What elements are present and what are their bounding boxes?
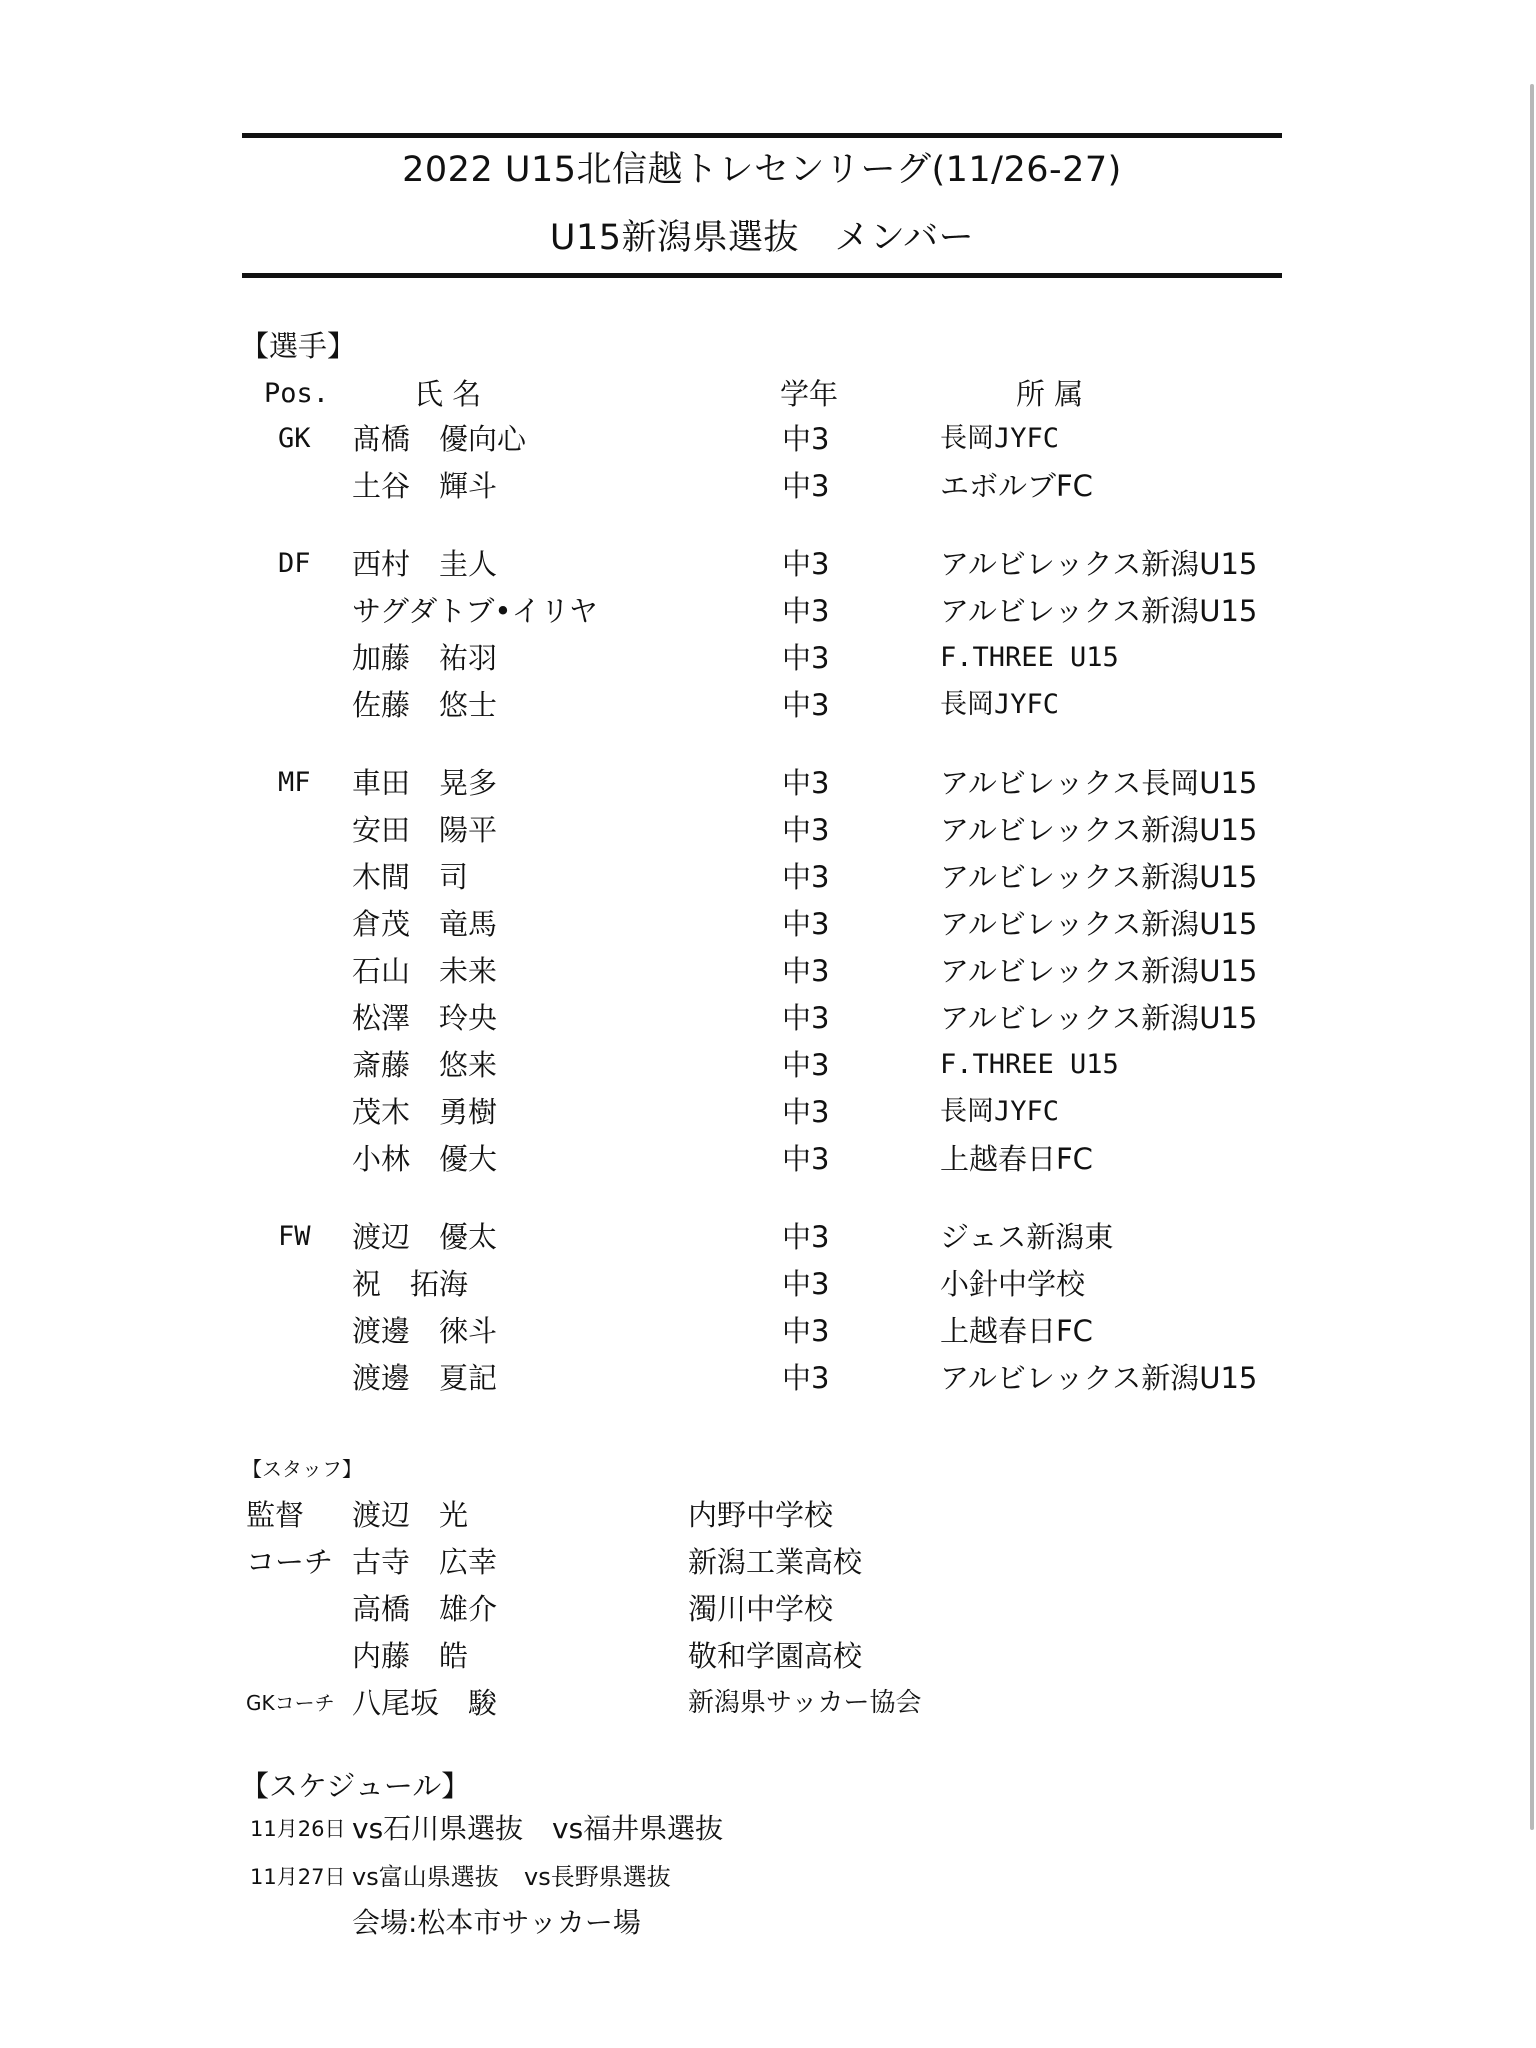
- staff-org: 濁川中学校: [688, 1592, 834, 1626]
- staff-name: 古寺 広幸: [352, 1545, 498, 1579]
- staff-org: 新潟県サッカー協会: [688, 1688, 922, 1718]
- scrollbar[interactable]: [1530, 84, 1534, 1830]
- player-pos: DF: [278, 548, 311, 579]
- schedule-date: 11月26日: [250, 1817, 346, 1841]
- schedule-date: 11月27日: [250, 1865, 346, 1889]
- player-name: 石山 未来: [352, 954, 498, 988]
- player-name: 佐藤 悠士: [352, 688, 498, 722]
- player-club: アルビレックス新潟U15: [940, 547, 1258, 581]
- staff-name: 内藤 皓: [352, 1639, 469, 1673]
- player-name: 土谷 輝斗: [352, 469, 498, 503]
- player-name: 倉茂 竜馬: [352, 907, 498, 941]
- player-row: [0, 904, 1536, 944]
- player-row: [0, 951, 1536, 991]
- player-club: 上越春日FC: [940, 1142, 1093, 1176]
- staff-role: 監督: [246, 1498, 305, 1532]
- player-row: [0, 1217, 1536, 1257]
- player-grade: 中3: [782, 688, 830, 722]
- player-grade: 中3: [782, 766, 830, 800]
- document-title: 2022 U15北信越トレセンリーグ(11/26-27): [402, 150, 1122, 190]
- player-club: アルビレックス長岡U15: [940, 766, 1258, 800]
- staff-role: GKコーチ: [246, 1691, 335, 1715]
- schedule-venue: 会場:松本市サッカー場: [352, 1906, 641, 1939]
- player-grade: 中3: [782, 547, 830, 581]
- player-pos: GK: [278, 423, 311, 454]
- staff-org: 新潟工業高校: [688, 1545, 863, 1579]
- player-grade: 中3: [782, 1048, 830, 1082]
- schedule-venue-row: [0, 1903, 1536, 1943]
- player-grade: 中3: [782, 469, 830, 503]
- schedule-match: vs富山県選抜: [352, 1863, 499, 1891]
- player-club: アルビレックス新潟U15: [940, 954, 1258, 988]
- player-name: サグダトブ•イリヤ: [352, 594, 598, 628]
- player-pos: MF: [278, 767, 311, 798]
- schedule-match: vs石川県選抜: [352, 1812, 524, 1845]
- staff-name: 高橋 雄介: [352, 1592, 498, 1626]
- column-header-name: 氏 名: [414, 377, 482, 411]
- schedule-row: [0, 1857, 1536, 1897]
- player-name: 渡邊 徠斗: [352, 1314, 498, 1348]
- staff-name: 八尾坂 駿: [352, 1686, 498, 1720]
- player-grade: 中3: [782, 1314, 830, 1348]
- player-name: 松澤 玲央: [352, 1001, 498, 1035]
- document-subtitle: U15新潟県選抜 メンバー: [549, 218, 975, 258]
- player-row: [0, 763, 1536, 803]
- player-club: 長岡JYFC: [940, 1096, 1060, 1127]
- player-row: [0, 466, 1536, 506]
- player-grade: 中3: [782, 422, 830, 456]
- header-bottom-rule: [242, 273, 1282, 278]
- player-club: 長岡JYFC: [940, 689, 1060, 720]
- player-club: F.THREE U15: [940, 642, 1119, 673]
- staff-role: コーチ: [246, 1545, 334, 1579]
- player-name: 渡邊 夏記: [352, 1361, 498, 1395]
- player-name: 渡辺 優太: [352, 1220, 498, 1254]
- player-name: 木間 司: [352, 860, 469, 894]
- player-grade: 中3: [782, 1095, 830, 1129]
- staff-org: 敬和学園高校: [688, 1639, 863, 1673]
- player-row: [0, 544, 1536, 584]
- player-name: 茂木 勇樹: [352, 1095, 498, 1129]
- player-club: アルビレックス新潟U15: [940, 907, 1258, 941]
- player-row: [0, 638, 1536, 678]
- staff-name: 渡辺 光: [352, 1498, 469, 1532]
- player-club: アルビレックス新潟U15: [940, 1001, 1258, 1035]
- player-row: [0, 419, 1536, 459]
- player-name: 加藤 祐羽: [352, 641, 498, 675]
- player-club: 小針中学校: [940, 1267, 1086, 1301]
- staff-row: [0, 1495, 1536, 1535]
- staff-section-label: 【スタッフ】: [242, 1457, 362, 1481]
- player-grade: 中3: [782, 907, 830, 941]
- player-grade: 中3: [782, 641, 830, 675]
- player-club: F.THREE U15: [940, 1049, 1119, 1080]
- schedule-section-label: 【スケジュール】: [240, 1769, 471, 1803]
- column-header-pos: Pos.: [264, 378, 330, 409]
- player-grade: 中3: [782, 1220, 830, 1254]
- player-grade: 中3: [782, 813, 830, 847]
- staff-row: [0, 1542, 1536, 1582]
- player-club: アルビレックス新潟U15: [940, 860, 1258, 894]
- player-club: ジェス新潟東: [940, 1220, 1114, 1254]
- player-name: 髙橋 優向心: [352, 422, 527, 456]
- player-row: [0, 1092, 1536, 1132]
- staff-row: [0, 1589, 1536, 1629]
- player-name: 祝 拓海: [352, 1267, 469, 1301]
- player-grade: 中3: [782, 1001, 830, 1035]
- schedule-row: [0, 1809, 1536, 1849]
- player-row: [0, 1358, 1536, 1398]
- player-grade: 中3: [782, 1267, 830, 1301]
- player-grade: 中3: [782, 1361, 830, 1395]
- schedule-match: vs福井県選抜: [552, 1812, 724, 1845]
- player-row: [0, 810, 1536, 850]
- player-club: アルビレックス新潟U15: [940, 594, 1258, 628]
- players-section-label: 【選手】: [240, 329, 357, 363]
- staff-row: [0, 1683, 1536, 1723]
- player-club: アルビレックス新潟U15: [940, 1361, 1258, 1395]
- player-name: 斎藤 悠来: [352, 1048, 498, 1082]
- schedule-match: vs長野県選抜: [524, 1863, 671, 1891]
- player-row: [0, 998, 1536, 1038]
- player-row: [0, 857, 1536, 897]
- player-row: [0, 1264, 1536, 1304]
- player-grade: 中3: [782, 860, 830, 894]
- player-name: 安田 陽平: [352, 813, 498, 847]
- player-pos: FW: [278, 1221, 311, 1252]
- player-row: [0, 591, 1536, 631]
- player-row: [0, 685, 1536, 725]
- player-row: [0, 1311, 1536, 1351]
- player-club: 上越春日FC: [940, 1314, 1093, 1348]
- player-row: [0, 1045, 1536, 1085]
- player-grade: 中3: [782, 594, 830, 628]
- staff-row: [0, 1636, 1536, 1676]
- player-grade: 中3: [782, 1142, 830, 1176]
- player-name: 小林 優大: [352, 1142, 498, 1176]
- column-header-club: 所 属: [1016, 377, 1084, 411]
- player-name: 車田 晃多: [352, 766, 498, 800]
- player-row: [0, 1139, 1536, 1179]
- player-grade: 中3: [782, 954, 830, 988]
- header-top-rule: [242, 133, 1282, 138]
- column-header-grade: 学年: [780, 377, 839, 411]
- player-club: アルビレックス新潟U15: [940, 813, 1258, 847]
- player-club: エボルブFC: [940, 469, 1093, 503]
- staff-org: 内野中学校: [688, 1498, 834, 1532]
- player-club: 長岡JYFC: [940, 423, 1060, 454]
- player-name: 西村 圭人: [352, 547, 498, 581]
